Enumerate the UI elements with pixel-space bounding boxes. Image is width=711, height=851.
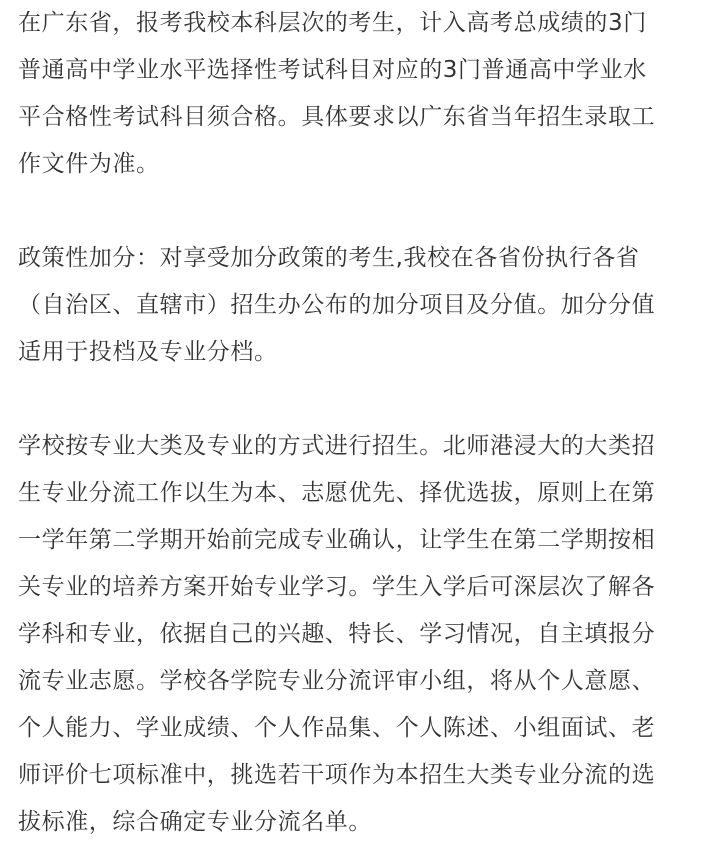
text-line: 政策性加分：对享受加分政策的考生,我校在各省份执行各省	[18, 245, 640, 271]
text-line: 师评价七项标准中，挑选若干项作为本招生大类专业分流的选	[18, 762, 656, 788]
text-line: （自治区、直辖市）招生办公布的加分项目及分值。加分分值	[18, 292, 656, 318]
paragraph-bonus-policy	[18, 235, 698, 376]
text-line: 关专业的培养方案开始专业学习。学生入学后可深层次了解各	[18, 574, 656, 600]
text-line: 普通高中学业水平选择性考试科目对应的3门普通高中学业水	[18, 57, 647, 83]
text-line: 流专业志愿。学校各学院专业分流评审小组，将从个人意愿、	[18, 668, 656, 694]
paragraph-spacer	[18, 188, 698, 235]
text-line: 学科和专业，依据自己的兴趣、特长、学习情况，自主填报分	[18, 621, 656, 647]
paragraph-major-allocation	[18, 423, 698, 846]
text-line: 作文件为准。	[18, 151, 160, 177]
article-body	[18, 0, 698, 846]
text-line: 拔标准，综合确定专业分流名单。	[18, 809, 372, 835]
text-line: 一学年第二学期开始前完成专业确认，让学生在第二学期按相	[18, 527, 656, 553]
text-line: 在广东省，报考我校本科层次的考生，计入高考总成绩的3门	[18, 10, 647, 36]
paragraph-guangdong-requirements	[18, 0, 698, 188]
text-line: 适用于投档及专业分档。	[18, 339, 278, 365]
text-line: 学校按专业大类及专业的方式进行招生。北师港浸大的大类招	[18, 433, 656, 459]
text-line: 平合格性考试科目须合格。具体要求以广东省当年招生录取工	[18, 104, 656, 130]
text-line: 生专业分流工作以生为本、志愿优先、择优选拔，原则上在第	[18, 480, 656, 506]
paragraph-spacer	[18, 376, 698, 423]
text-line: 个人能力、学业成绩、个人作品集、个人陈述、小组面试、老	[18, 715, 656, 741]
